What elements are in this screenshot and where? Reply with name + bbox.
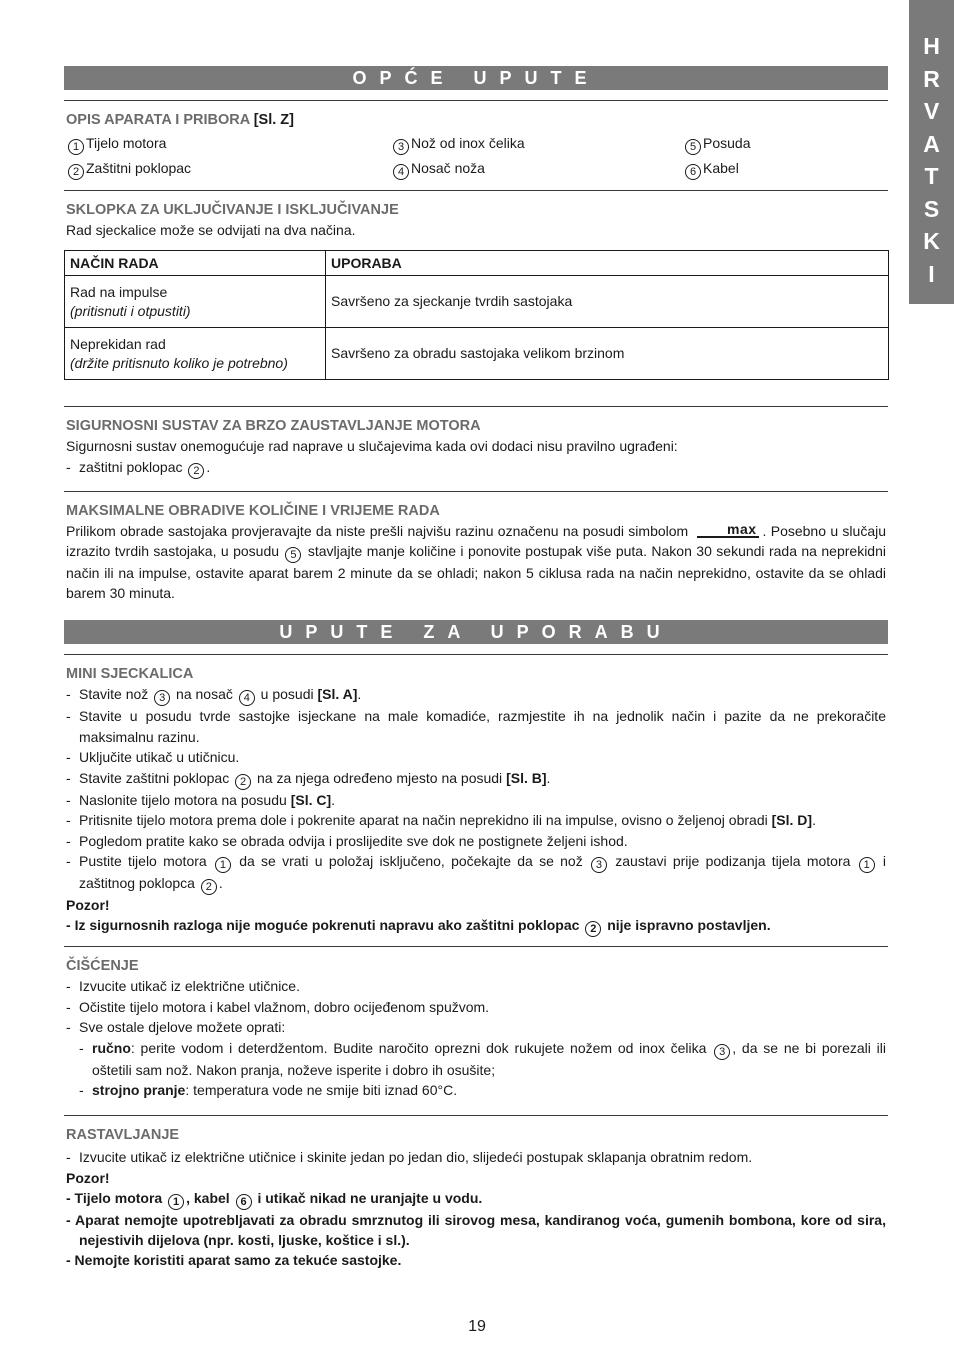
cleaning-heading: ČIŠĆENJE [66, 958, 139, 974]
divider [64, 190, 888, 191]
warning-text: - Aparat nemojte upotrebljavati za obradu smrznutog ili sirovog mesa, kandiranog voća, gumenih bombona, kore od sira, nejestivih dijelova (npr. kosti, ljuske, koštice i sl.). [66, 1211, 886, 1248]
divider [64, 406, 888, 407]
tab-letter: T [924, 163, 939, 189]
tab-letter: V [923, 98, 940, 124]
table-cell: Neprekidan rad (držite pritisnuto koliko je potrebno) [65, 328, 326, 380]
max-section [66, 501, 886, 603]
list-item: - Stavite nož 3 na nosač 4 u posudi [Sl. A]. [66, 684, 886, 706]
tab-letter: A [923, 130, 940, 157]
tab-letter: H [923, 33, 940, 59]
parts-list [66, 133, 886, 180]
switch-section [66, 200, 886, 241]
modes-table [64, 250, 889, 380]
list-item: - Stavite zaštitni poklopac 2 na za njega određeno mjesto na posudi [Sl. B]. [66, 768, 886, 790]
part-item: 1 Tijelo motora [66, 133, 391, 155]
list-item: - zaštitni poklopac 2 . [66, 457, 886, 479]
table-header: NAČIN RADA [65, 251, 326, 276]
table-row [65, 328, 889, 380]
divider [64, 100, 888, 101]
disassembly-heading: RASTAVLJANJE [66, 1127, 180, 1143]
table-header: UPORABA [326, 251, 889, 276]
divider [64, 654, 888, 655]
page-number: 19 [468, 1318, 486, 1335]
max-level-icon: max [697, 522, 759, 540]
tab-letter: K [923, 228, 940, 254]
list-subitem: - ručno: perite vodom i deterdžentom. Budite naročito oprezni dok rukujete nožem od inox čelika 3 , da se ne bi porezali ili oštetili sam nož. Nakon pranja, noževe isperite i dobro ih osušite; [66, 1038, 886, 1081]
warning-title: Pozor! [66, 897, 110, 913]
list-item: - Uključite utikač u utičnicu. [66, 747, 886, 768]
part-item: 3 Nož od inox čelika [391, 133, 683, 155]
mini-heading: MINI SJECKALICA [66, 666, 194, 682]
list-item: - Očistite tijelo motora i kabel vlažnom, dobro ocijeđenom spužvom. [66, 997, 886, 1018]
language-tab [909, 0, 954, 304]
mini-section [66, 664, 886, 937]
max-text: Prilikom obrade sastojaka provjeravajte da niste prešli najvišu razinu označenu na posudi simbolom max . Posebno u slučaju izrazito tvrdih sastojaka, u posudu 5 stavljajte manje količine i ponovite postupak više puta. Nakon 30 sekundi rada na neprekidni način ili na impulse, ostavite aparat barem 2 minute da se ohladi; nakon 5 ciklusa rada na način neprekidno, ostavite da se ohladi barem 30 minuta. [66, 521, 886, 601]
switch-text: Rad sjeckalice može se odvijati na dva načina. [66, 222, 356, 238]
list-item: - Izvucite utikač iz električne utičnice. [66, 976, 886, 997]
divider [64, 491, 888, 492]
table-row [65, 276, 889, 328]
tab-letter: I [928, 260, 935, 287]
table-cell: Savršeno za obradu sastojaka velikom brzinom [326, 328, 889, 380]
divider [64, 946, 888, 947]
part-item: 4 Nosač noža [391, 158, 683, 180]
warning-title: Pozor! [66, 1169, 110, 1186]
list-item: - Pritisnite tijelo motora prema dole i pokrenite aparat na način neprekidno ili na impulse, ovisno o željenoj obradi [Sl. D]. [66, 810, 886, 831]
switch-heading: SKLOPKA ZA UKLJUČIVANJE I ISKLJUČIVANJE [66, 202, 399, 218]
disassembly-section [66, 1125, 886, 1270]
part-item: 2 Zaštitni poklopac [66, 158, 391, 180]
section-title-usage: UPUTE ZA UPORABU [64, 620, 888, 644]
part-item: 6 Kabel [683, 158, 883, 180]
list-subitem: - strojno pranje: temperatura vode ne smije biti iznad 60°C. [66, 1080, 886, 1101]
list-item: - Sve ostale djelove možete oprati: [66, 1017, 886, 1038]
tab-letter: S [923, 195, 940, 222]
warning-text: - Iz sigurnosnih razloga nije moguće pokrenuti napravu ako zaštitni poklopac 2 nije ispravno postavljen. [66, 917, 771, 935]
parts-section [66, 110, 886, 180]
tab-letter: R [923, 65, 940, 92]
warning-text: - Nemojte koristiti aparat samo za tekuće sastojke. [66, 1251, 402, 1268]
list-item: - Pustite tijelo motora 1 da se vrati u položaj isključeno, počekajte da se nož 3 zaustavi prije podizanja tijela motora 1 i zaštitnog poklopca 2 . [66, 851, 886, 895]
safety-heading: SIGURNOSNI SUSTAV ZA BRZO ZAUSTAVLJANJE MOTORA [66, 418, 481, 434]
part-item: 5 Posuda [683, 133, 883, 155]
table-cell: Savršeno za sjeckanje tvrdih sastojaka [326, 276, 889, 328]
list-item: - Naslonite tijelo motora na posudu [Sl. C]. [66, 790, 886, 811]
list-item: - Stavite u posudu tvrde sastojke isjeckane na male komadiće, razmjestite ih na jednolik način i pazite da ne prekoračite maksimalnu razinu. [66, 706, 886, 747]
list-item: - Pogledom pratite kako se obrada odvija i proslijedite sve dok ne postignete željeni ishod. [66, 831, 886, 852]
cleaning-section [66, 956, 886, 1101]
section-title-general: OPĆE UPUTE [64, 66, 888, 90]
divider [64, 1115, 888, 1116]
safety-text: Sigurnosni sustav onemogućuje rad naprave u slučajevima kada ovi dodaci nisu pravilno ugrađeni: [66, 438, 678, 454]
table-header-row [65, 251, 889, 276]
parts-heading: OPIS APARATA I PRIBORA [Sl. Z] [66, 112, 294, 128]
max-heading: MAKSIMALNE OBRADIVE KOLIČINE I VRIJEME RADA [66, 503, 440, 519]
list-item: - Izvucite utikač iz električne utičnice i skinite jedan po jedan dio, slijedeći postupak sklapanja obratnim redom. [66, 1147, 886, 1168]
warning-text: - Tijelo motora 1 , kabel 6 i utikač nikad ne uranjajte u vodu. [66, 1189, 483, 1208]
table-cell: Rad na impulse (pritisnuti i otpustiti) [65, 276, 326, 328]
safety-section [66, 416, 886, 479]
